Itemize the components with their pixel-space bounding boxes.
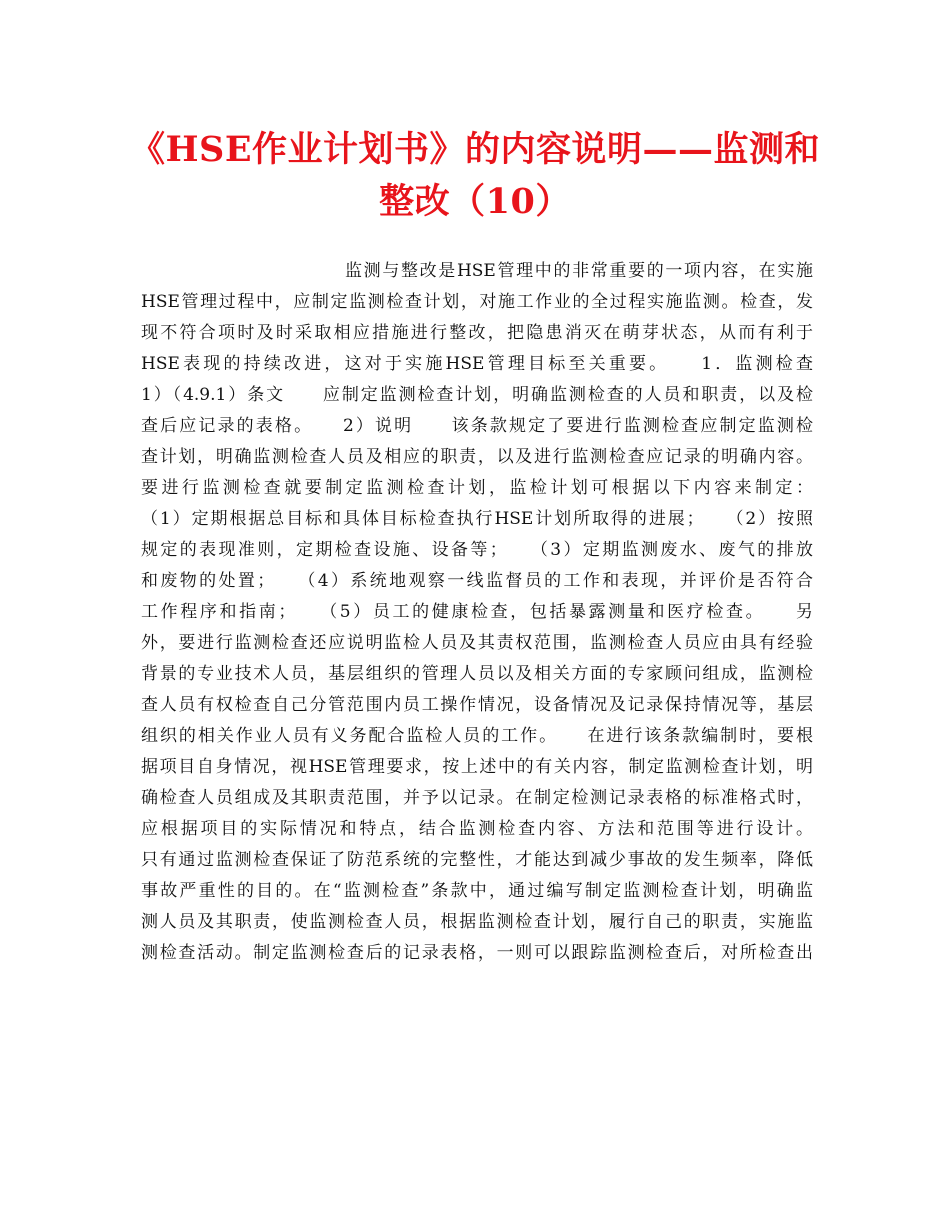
body-line: 外，要进行监测检查还应说明监检人员及其责权范围，监测检查人员应由具有经验	[141, 633, 813, 653]
body-line: 测检查活动。制定监测检查后的记录表格，一则可以跟踪监测检查后，对所检查出	[141, 943, 813, 963]
body-line: 测人员及其职责，使监测检查人员，根据监测检查计划，履行自己的职责，实施监	[141, 912, 813, 932]
body-line: 查计划，明确监测检查人员及相应的职责，以及进行监测检查应记录的明确内容。	[141, 447, 813, 467]
body-line: 查后应记录的表格。 2）说明 该条款规定了要进行监测检查应制定监测检	[141, 416, 813, 436]
body-line: 工作程序和指南； （5）员工的健康检查，包括暴露测量和医疗检查。 另	[141, 602, 813, 622]
body-line: HSE表现的持续改进，这对于实施HSE管理目标至关重要。 1．监测检查	[141, 354, 813, 374]
body-line: 监测与整改是HSE管理中的非常重要的一项内容，在实施	[345, 261, 813, 281]
title-line-2: 整改（10）	[379, 181, 571, 222]
body-line: （1）定期根据总目标和具体目标检查执行HSE计划所取得的进展； （2）按照	[141, 509, 813, 529]
body-line: 现不符合项时及时采取相应措施进行整改，把隐患消灭在萌芽状态，从而有利于	[141, 323, 813, 343]
body-line: 应根据项目的实际情况和特点，结合监测检查内容、方法和范围等进行设计。	[141, 819, 813, 839]
title-line-1: 《HSE作业计划书》的内容说明——监测和	[129, 129, 821, 170]
body-line: 确检查人员组成及其职责范围，并予以记录。在制定检测记录表格的标准格式时，	[141, 788, 813, 808]
document-title	[120, 124, 830, 228]
body-line: 事故严重性的目的。在“监测检查”条款中，通过编写制定监测检查计划，明确监	[141, 881, 813, 901]
body-line: 1）（4.9.1）条文 应制定监测检查计划，明确监测检查的人员和职责，以及检	[141, 385, 813, 405]
body-line: 规定的表现准则，定期检查设施、设备等； （3）定期监测废水、废气的排放	[141, 540, 813, 560]
body-line: 要进行监测检查就要制定监测检查计划，监检计划可根据以下内容来制定：	[141, 478, 813, 498]
body-line: 组织的相关作业人员有义务配合监检人员的工作。 在进行该条款编制时，要根	[141, 726, 813, 746]
document-body	[141, 256, 813, 969]
body-line: 查人员有权检查自己分管范围内员工操作情况，设备情况及记录保持情况等，基层	[141, 695, 813, 715]
body-line: 背景的专业技术人员，基层组织的管理人员以及相关方面的专家顾问组成，监测检	[141, 664, 813, 684]
body-line: 和废物的处置； （4）系统地观察一线监督员的工作和表现，并评价是否符合	[141, 571, 813, 591]
body-line: 据项目自身情况，视HSE管理要求，按上述中的有关内容，制定监测检查计划，明	[141, 757, 813, 777]
body-line: HSE管理过程中，应制定监测检查计划，对施工作业的全过程实施监测。检查，发	[141, 292, 813, 312]
body-line: 只有通过监测检查保证了防范系统的完整性，才能达到减少事故的发生频率，降低	[141, 850, 813, 870]
